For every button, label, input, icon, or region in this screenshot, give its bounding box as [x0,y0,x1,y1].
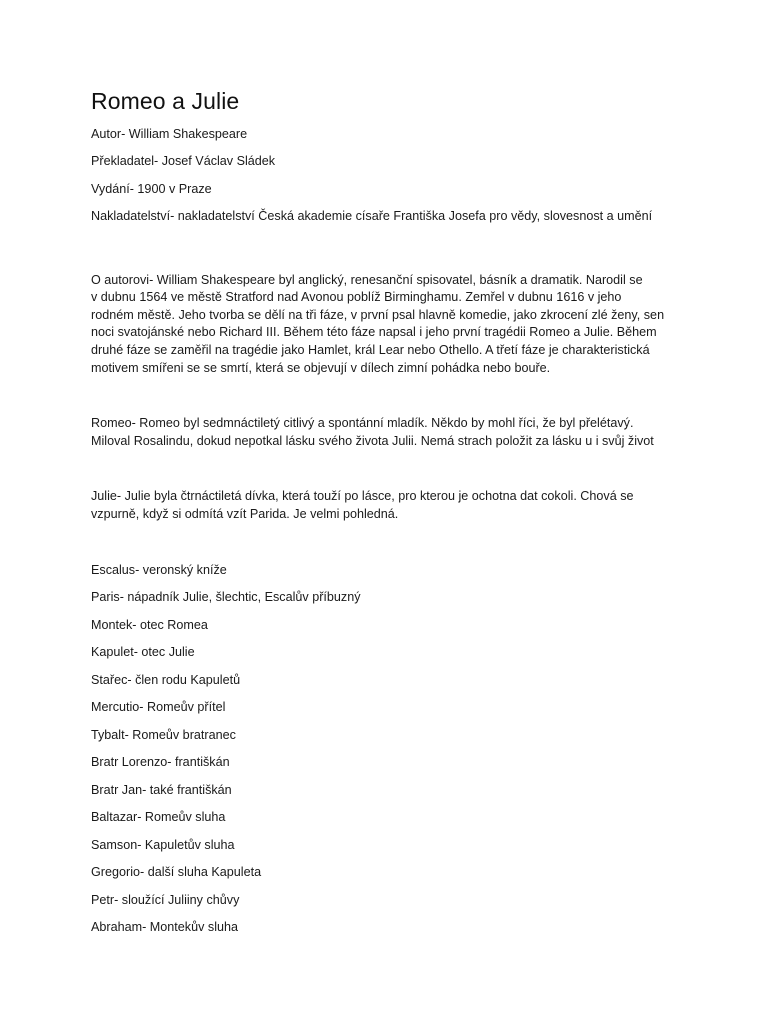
character-item: Bratr Jan- také františkán [91,782,232,797]
paragraph-julie: Julie- Julie byla čtrnáctiletá dívka, která touží po lásce, pro kterou je ochotna dat cokoli. Chová se vzpurně, když si odmítá vzít Parida. Je velmi pohledná. [91,489,634,521]
meta-edition: Vydání- 1900 v Praze [91,181,212,196]
character-item: Baltazar- Romeův sluha [91,810,226,825]
character-item: Bratr Lorenzo- františkán [91,755,230,770]
spacer [91,450,691,488]
paragraph-author: O autorovi- William Shakespeare byl anglický, renesanční spisovatel, básník a dramatik. Narodil se v dubnu 1564 ve městě Stratford nad Avonou poblíž Birminghamu. Zemřel v dubnu 1616 v jeho rodném městě. Jeho tvorba se dělí na tři fáze, v první psal hlavně komedie, jako zkrocení zlé ženy, sen noci svatojánské nebo Richard III. Během této fáze napsal i jeho první tragédii Romeo a Julie. Během druhé fáze se zaměřil na tragédie jako Hamlet, král Lear nebo Othello. A třetí fáze je charakteristická motivem smířeni se se smrtí, která se objevují v dílech zimní pohádka nebo bouře. [91,272,665,375]
character-item: Stařec- člen rodu Kapuletů [91,672,241,687]
character-item: Abraham- Montekův sluha [91,920,238,935]
meta-author: Autor- William Shakespeare [91,127,248,141]
spacer [91,236,691,272]
spacer [91,524,691,562]
character-item: Kapulet- otec Julie [91,645,195,660]
paragraph-romeo: Romeo- Romeo byl sedmnáctiletý citlivý a spontánní mladík. Někdo by mohl říci, že byl přelétavý. Miloval Rosalindu, dokud nepotkal lásku svého života Julii. Nemá strach položit za lásku u i svůj život [91,416,654,448]
document-title: Romeo a Julie [91,88,240,114]
character-item: Mercutio- Romeův přítel [91,700,226,715]
character-list [91,562,691,936]
meta-publisher: Nakladatelství- nakladatelství Česká akademie císaře Františka Josefa pro vědy, slovesnost a umění [91,209,653,224]
character-item: Gregorio- další sluha Kapuleta [91,865,262,880]
character-item: Tybalt- Romeův bratranec [91,727,236,742]
character-item: Samson- Kapuletův sluha [91,837,235,852]
character-item: Paris- nápadník Julie, šlechtic, Escalův příbuzný [91,590,361,605]
character-item: Petr- sloužící Juliiny chůvy [91,892,240,907]
character-item: Escalus- veronský kníže [91,562,227,577]
character-item: Montek- otec Romea [91,617,208,632]
meta-translator: Překladatel- Josef Václav Sládek [91,154,276,169]
spacer [91,377,691,415]
document-content [91,86,691,947]
